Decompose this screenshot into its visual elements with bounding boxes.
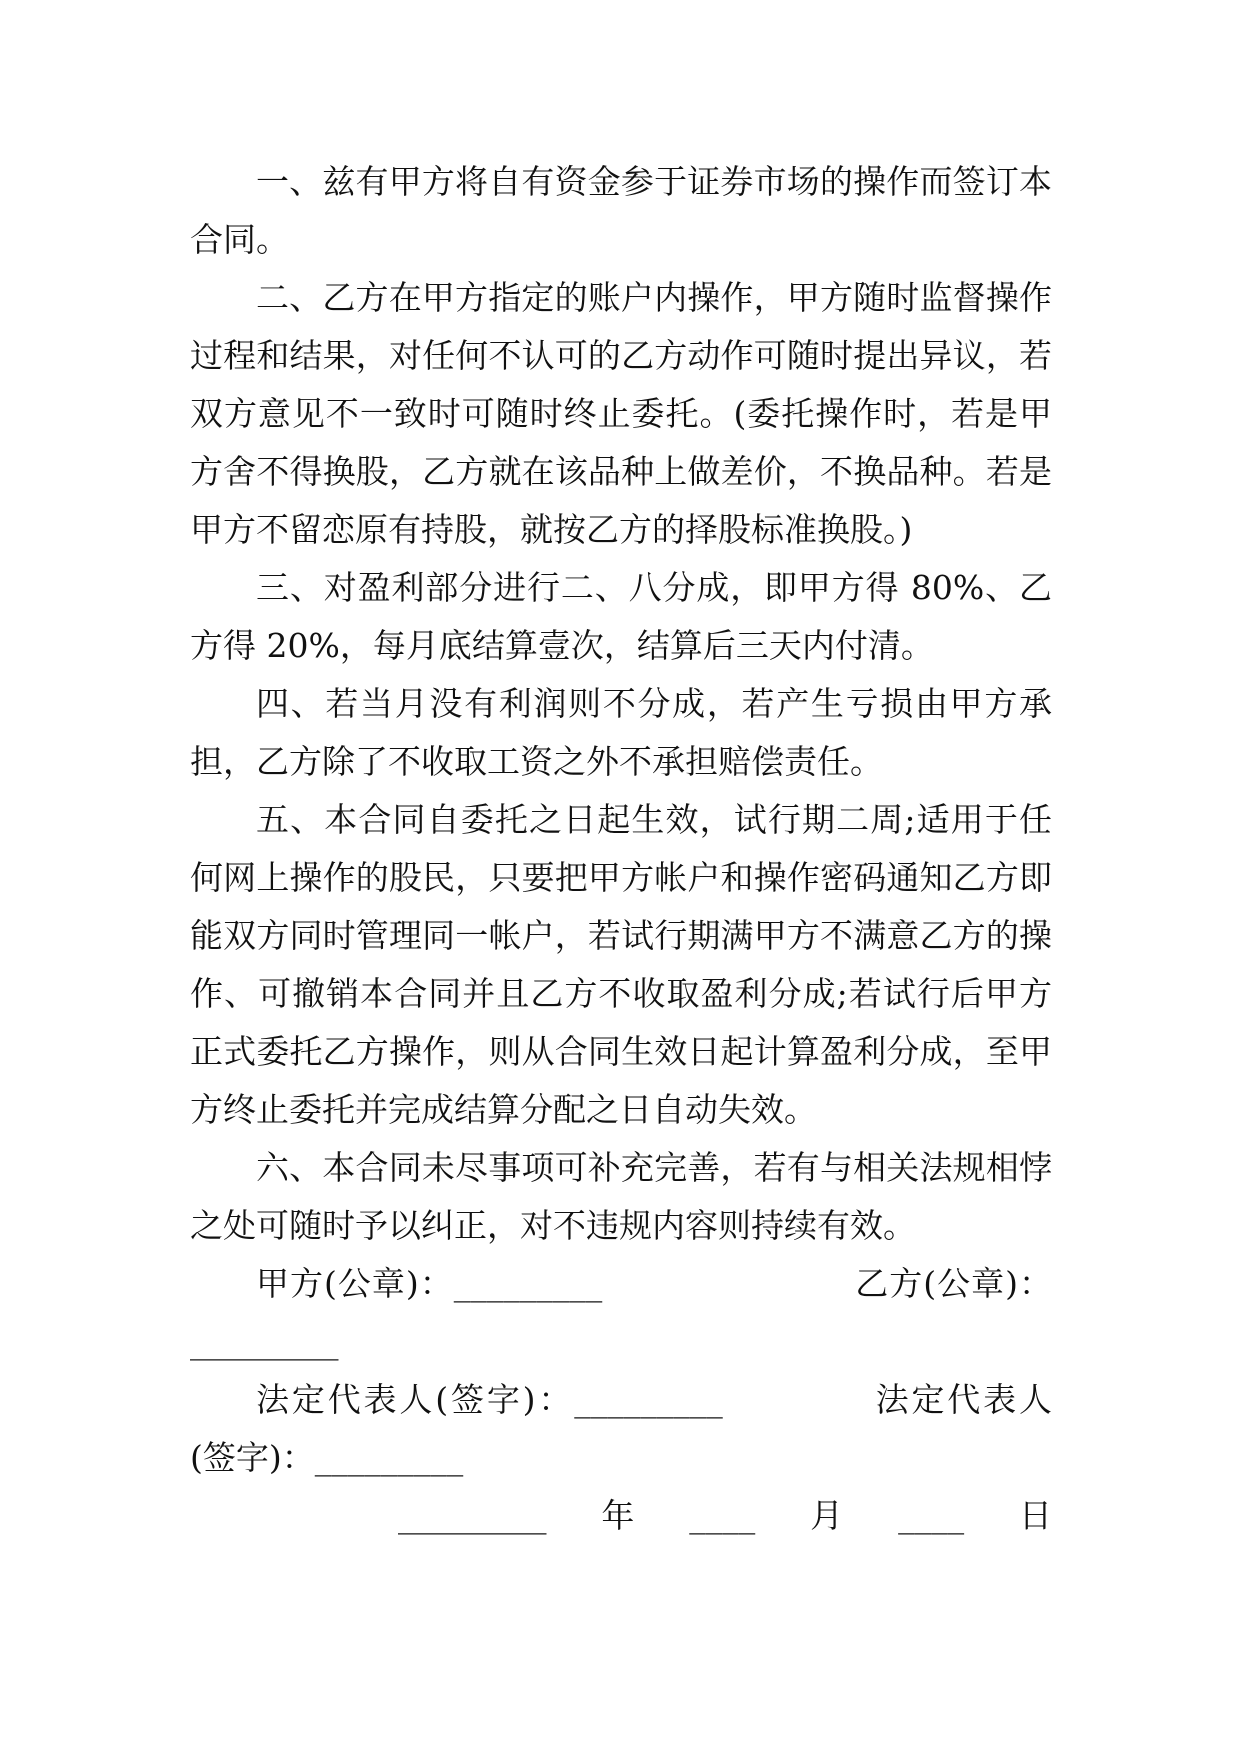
day-label: 日 [1018, 1496, 1052, 1535]
day-blank: ____ [898, 1496, 965, 1535]
month-label: 月 [810, 1496, 844, 1535]
contract-body [190, 153, 1052, 1545]
party-a-seal: 甲方(公章)：_________ [256, 1264, 603, 1303]
clause-1: 一、兹有甲方将自有资金参于证券市场的操作而签订本合同。 [190, 162, 1052, 259]
month-blank: ____ [689, 1496, 756, 1535]
date-line [190, 1487, 1052, 1545]
clause-3: 三、对盈利部分进行二、八分成，即甲方得 80%、乙方得 20%，每月底结算壹次，结算后三天内付清。 [190, 568, 1052, 665]
clause-2: 二、乙方在甲方指定的账户内操作，甲方随时监督操作过程和结果，对任何不认可的乙方动作可随时提出异议，若双方意见不一致时可随时终止委托。(委托操作时，若是甲方舍不得换股，乙方就在该品种上做差价，不换品种。若是甲方不留恋原有持股，就按乙方的择股标准换股。) [190, 278, 1052, 549]
party-a-representative: 法定代表人(签字)：_________ [256, 1380, 723, 1419]
clause-6: 六、本合同未尽事项可补充完善，若有与相关法规相悖之处可随时予以纠正，对不违规内容则持续有效。 [190, 1148, 1052, 1245]
year-blank: _________ [398, 1496, 547, 1535]
party-b-representative: 法定代表人(签字)：_________ [190, 1380, 1053, 1477]
clause-4: 四、若当月没有利润则不分成，若产生亏损由甲方承担，乙方除了不收取工资之外不承担赔偿责任。 [190, 684, 1052, 781]
seal-signature-line [190, 1255, 1052, 1371]
year-label: 年 [601, 1496, 635, 1535]
clause-5: 五、本合同自委托之日起生效，试行期二周;适用于任何网上操作的股民，只要把甲方帐户和操作密码通知乙方即能双方同时管理同一帐户，若试行期满甲方不满意乙方的操作、可撤销本合同并且乙方不收取盈利分成;若试行后甲方正式委托乙方操作，则从合同生效日起计算盈利分成，至甲方终止委托并完成结算分配之日自动失效。 [190, 800, 1052, 1129]
representative-signature-line [190, 1371, 1052, 1487]
party-b-seal: 乙方(公章)：_________ [190, 1264, 1052, 1361]
